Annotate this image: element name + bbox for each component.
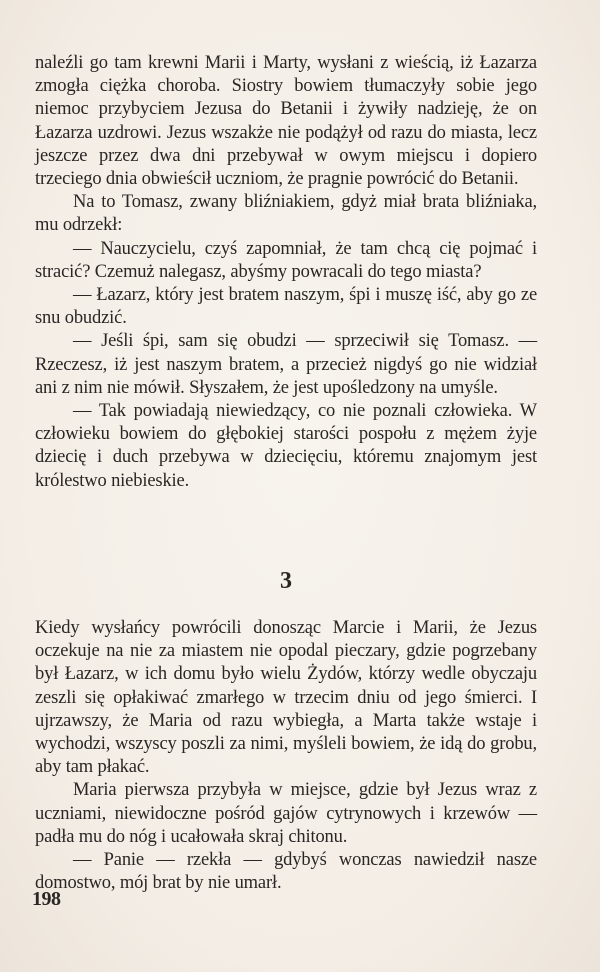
paragraph: Na to Tomasz, zwany bliźniakiem, gdyż miał brata bliźniaka, mu odrzekł: (35, 192, 537, 236)
page-number: 198 (32, 888, 61, 910)
text-block-bottom (35, 617, 537, 895)
paragraph: naleźli go tam krewni Marii i Marty, wysłani z wieścią, iż Łazarza zmogła ciężka choroba. Siostry bowiem tłumaczyły sobie jego niemoc przybyciem Jezusa do Betanii i żywiły nadzieję, że on Łazarza uzdrowi. Jezus wszakże nie podążył od razu do miasta, lecz jeszcze przez dwa dni przebywał w owym miejscu i dopiero trzeciego dnia obwieścił uczniom, że pragnie powrócić do Betanii. (35, 53, 537, 190)
text-block-top (35, 52, 537, 493)
paragraph: Kiedy wysłańcy powrócili donosząc Marcie i Marii, że Jezus oczekuje na nie za miastem nie opodal pieczary, gdzie pogrzebany był Łazarz, w ich domu było wielu Żydów, którzy wedle obyczaju zeszli się opłakiwać zmarłego w trzecim dniu od jego śmierci. I ujrzawszy, że Maria od razu wybiegła, a Marta także wstaje i wychodzi, wszyscy poszli za nimi, myśleli bowiem, że idą do grobu, aby tam płakać. (35, 618, 537, 778)
paragraph: — Nauczycielu, czyś zapomniał, że tam chcą cię pojmać i stracić? Czemuż nalegasz, abyśmy powracali do tego miasta? (35, 238, 537, 282)
paragraph: — Tak powiadają niewiedzący, co nie poznali człowieka. W człowieku bowiem do głębokiej starości pospołu z mężem żyje dziecię i duch przebywa w dziecięciu, któremu znajomym jest królestwo niebieskie. (35, 401, 537, 491)
chapter-number: 3 (280, 568, 292, 594)
paragraph: — Jeśli śpi, sam się obudzi — sprzeciwił się Tomasz. — Rzeczesz, iż jest naszym bratem, a przecież nigdyś go nie widział ani z nim nie mówił. Słyszałem, że jest upośledzony na umyśle. (35, 331, 537, 398)
paragraph: — Łazarz, który jest bratem naszym, śpi i muszę iść, aby go ze snu obudzić. (35, 285, 537, 329)
paragraph: — Panie — rzekła — gdybyś wonczas nawiedził nasze domostwo, mój brat by nie umarł. (35, 850, 537, 894)
paragraph: Maria pierwsza przybyła w miejsce, gdzie był Jezus wraz z uczniami, niewidoczne pośród gajów cytrynowych i krzewów — padła mu do nóg i ucałowała skraj chitonu. (35, 780, 537, 847)
